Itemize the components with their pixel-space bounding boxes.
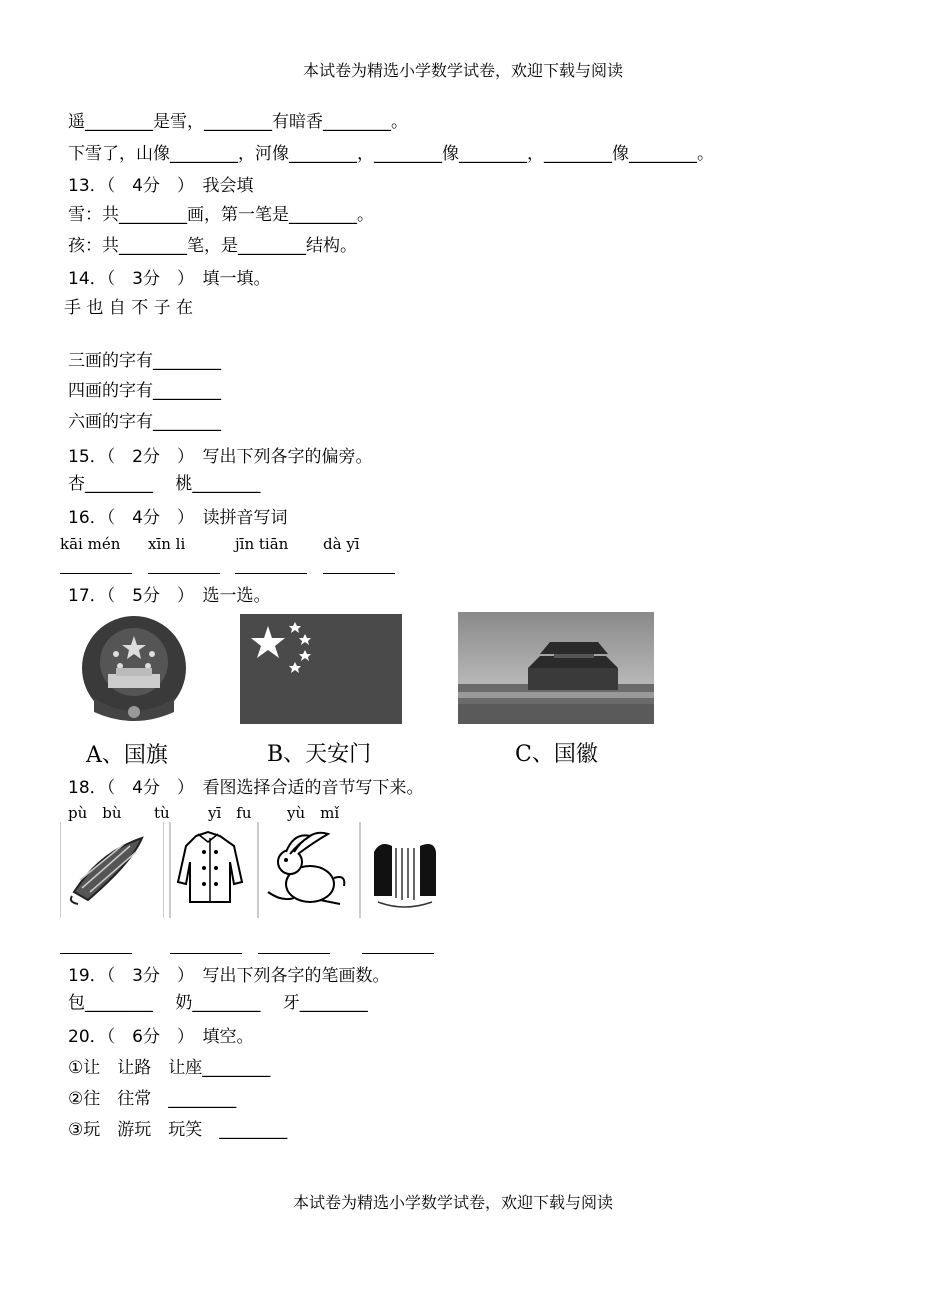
q15-line-a: 杏________ 桃________	[68, 474, 261, 494]
q14-line-a: 三画的字有________	[68, 351, 221, 371]
q20-line-c: ③玩 游玩 玩笑 ________	[68, 1120, 288, 1140]
q16-pinyin-3: jīn tiān	[235, 535, 289, 553]
coat-image	[168, 822, 254, 918]
q15-title: 15．（ 2分 ） 写出下列各字的偏旁。	[68, 447, 373, 467]
q18-pinyin-1: pù bù	[68, 804, 122, 822]
q19-line-a: 包________ 奶________ 牙________	[68, 993, 368, 1013]
rabbit-image	[256, 822, 356, 918]
q17-option-a: A、国旗	[86, 743, 168, 768]
q13-title: 13．（ 4分 ） 我会填	[68, 176, 254, 196]
q14-title: 14．（ 3分 ） 填一填。	[68, 269, 271, 289]
q19-title: 19．（ 3分 ） 写出下列各字的笔画数。	[68, 966, 390, 986]
tiananmen-image	[458, 612, 654, 724]
page-footer: 本试卷为精选小学数学试卷，欢迎下载与阅读	[293, 1193, 614, 1212]
q16-title: 16．（ 4分 ） 读拼音写词	[68, 508, 288, 528]
q18-pinyin-2: tù	[154, 804, 170, 822]
national-flag-image	[240, 614, 402, 724]
q18-blank-4[interactable]	[362, 953, 434, 954]
page-header: 本试卷为精选小学数学试卷，欢迎下载与阅读	[303, 61, 624, 80]
q16-blank-3[interactable]	[235, 573, 307, 574]
q12-line1: 遥________是雪，________有暗香________。	[68, 112, 408, 132]
q14-chars: 手 也 自 不 子 在	[64, 298, 194, 318]
q18-blank-2[interactable]	[170, 953, 242, 954]
waterfall-image	[358, 822, 458, 918]
q13-line-b: 孩：共________笔，是________结构。	[68, 236, 357, 256]
q18-pinyin-4: yù mǐ	[287, 804, 340, 822]
q17-option-b: B、天安门	[267, 742, 372, 767]
q17-title: 17．（ 5分 ） 选一选。	[68, 586, 271, 606]
q20-title: 20．（ 6分 ） 填空。	[68, 1027, 254, 1047]
q17-option-c: C、国徽	[515, 742, 598, 767]
q18-pinyin-3: yī fu	[208, 804, 252, 822]
q18-blank-3[interactable]	[258, 953, 330, 954]
q16-pinyin-4: dà yī	[323, 535, 360, 553]
q14-line-b: 四画的字有________	[68, 381, 221, 401]
national-emblem-image	[78, 612, 190, 728]
q18-blank-1[interactable]	[60, 953, 132, 954]
q16-blank-4[interactable]	[323, 573, 395, 574]
q16-blank-1[interactable]	[60, 573, 132, 574]
q20-line-a: ①让 让路 让座________	[68, 1058, 271, 1078]
q13-line-a: 雪：共________画，第一笔是________。	[68, 205, 374, 225]
corn-image	[60, 822, 164, 918]
q14-line-c: 六画的字有________	[68, 412, 221, 432]
q16-pinyin-1: kāi mén	[60, 535, 121, 553]
q16-blank-2[interactable]	[148, 573, 220, 574]
q20-line-b: ②往 往常 ________	[68, 1089, 237, 1109]
q16-pinyin-2: xīn li	[148, 535, 186, 553]
q18-title: 18．（ 4分 ） 看图选择合适的音节写下来。	[68, 778, 424, 798]
q12-line2: 下雪了，山像________，河像________，________像________，________像________。	[68, 144, 714, 164]
